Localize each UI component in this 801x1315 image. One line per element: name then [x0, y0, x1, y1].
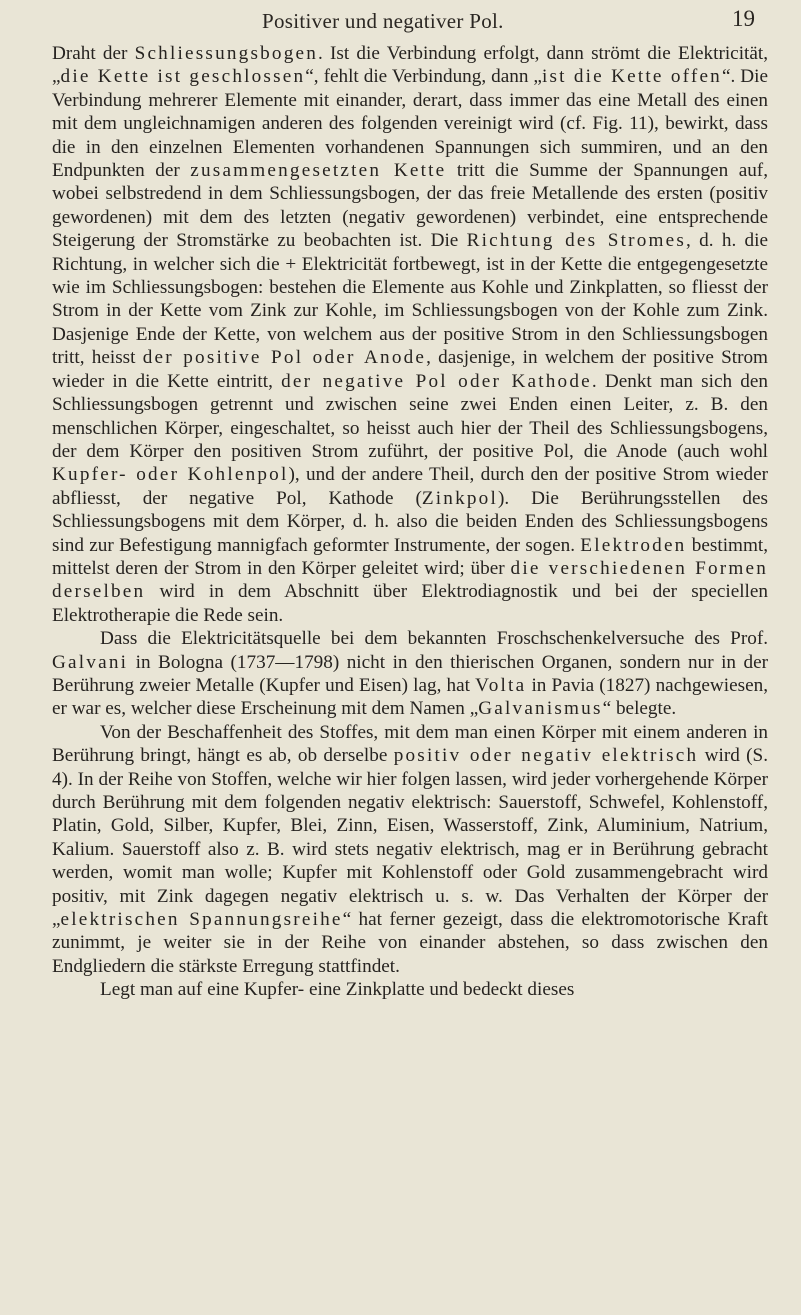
- emphasized-text: Schliessungsbogen: [134, 43, 319, 64]
- text-run: Draht der: [52, 43, 135, 64]
- running-head: Positiver und negativer Pol.: [262, 9, 504, 33]
- text-run: wird in dem Abschnitt über Elektrodiagnostik und bei der speciellen Elektrotherapie die Rede sein.: [52, 581, 768, 626]
- emphasized-text: Zinkpol: [421, 487, 499, 509]
- text-run: . Denkt man sich den Schliessungsbogen getrennt und zwischen seine zwei Enden einen Leiter, z. B. den menschlichen Körper, eingeschaltet, so heisst auch hier der Theil des Schliessungsbogens, der dem Körper den positiven Strom zuführt, der positive Pol, die Anode (auch wohl: [52, 370, 768, 462]
- emphasized-text: die verschiedenen Formen derselben: [52, 557, 768, 603]
- paragraph: [52, 721, 768, 978]
- paragraph: [52, 42, 768, 627]
- text-run: Von der Beschaffenheit des Stoffes, mit dem man einen Körper mit einem anderen in Berührung bringt, hängt es ab, ob derselbe: [52, 721, 768, 767]
- text-run: “, fehlt die Verbindung, dann „: [305, 66, 542, 88]
- emphasized-text: Galvanismus: [478, 698, 603, 720]
- text-run: tritt die Summe der Spannungen auf, wobei selbstredend in dem Schliessungsbogen, der das freie Metallende des ersten (positiv gewordenen) mit dem des letzten (negativ gewordenen) verbindet, eine entsprechende Steigerung der Stromstärke zu beobachten ist. Die: [52, 160, 768, 252]
- text-run: bestimmt, mittelst deren der Strom in den Körper geleitet wird; über: [52, 534, 768, 579]
- text-run: in Bologna (1737—1798) nicht in den thierischen Organen, sondern nur in der Berührung zweier Metalle (Kupfer und Eisen) lag, hat: [52, 651, 768, 696]
- page-number: 19: [732, 6, 755, 31]
- emphasized-text: Richtung des Stromes: [466, 230, 687, 252]
- text-run: . Ist die Verbindung erfolgt, dann strömt die Elektricität, „: [52, 43, 769, 88]
- body-text: [52, 42, 768, 1002]
- text-run: “ hat ferner gezeigt, dass die elektromotorische Kraft zunimmt, je weiter sie in der Reihe von einander abstehen, so dass zwischen den Endgliedern die stärkste Erregung stattfindet.: [52, 909, 768, 977]
- emphasized-text: die Kette ist geschlossen: [60, 66, 306, 88]
- page-header: [0, 3, 801, 37]
- text-run: wird (S. 4). In der Reihe von Stoffen, welche wir hier folgen lassen, wird jeder vorhergehende Körper durch Berührung mit dem folgenden negativ elektrisch: Sauerstoff, Schwefel, Kohlenstoff, Platin, Gold, Silber, Kupfer, Blei, Zinn, Eisen, Wasserstoff, Zink, Aluminium, Natrium, Kalium. Sauerstoff also z. B. wird stets negativ elektrisch, mag er in Berührung gebracht werden, womit man wolle; Kupfer mit Kohlenstoff oder Gold zusammengebracht wird positiv, mit Zink dagegen negativ elektrisch u. s. w. Das Verhalten der Körper der „: [52, 745, 768, 931]
- text-run: Legt man auf eine Kupfer- eine Zinkplatte und bedeckt dieses: [100, 979, 575, 1001]
- emphasized-text: elektrischen Spannungsreihe: [60, 909, 343, 931]
- text-run: “. Die Verbindung mehrerer Elemente mit einander, derart, dass immer das eine Metall des einen mit dem ungleichnamigen anderen des folgenden vereinigt wird (cf. Fig. 11), bewirkt, dass die in den einzelnen Elementen vorhandenen Spannungen sich summiren, und an den Endpunkten der: [52, 66, 768, 182]
- emphasized-text: Kupfer- oder Kohlenpol: [52, 464, 289, 486]
- paragraph: [52, 627, 768, 721]
- text-run: ). Die Berührungsstellen des Schliessungsbogens mit dem Körper, d. h. also die beiden Enden des Schliessungsbogens sind zur Befestigung mannigfach geformter Instrumente, der sogen.: [52, 487, 768, 556]
- emphasized-text: zusammengesetzten Kette: [190, 160, 447, 182]
- text-run: in Pavia (1827) nachgewiesen, er war es, welcher diese Erscheinung mit dem Namen „: [52, 674, 769, 720]
- emphasized-text: ist die Kette offen: [541, 66, 722, 88]
- text-run: , d. h. die Richtung, in welcher sich die + Elektricität fortbewegt, ist in der Kette die entgegengesetzte wie im Schliessungsbogen: bestehen die Elemente aus Kohle und Zinkplatten, so fliesst der Strom in der Kette vom Zink zur Kohle, im Schliessungsbogen von der Kohle zum Zink. Dasjenige Ende der Kette, von welchem aus der positive Strom in den Schliessungsbogen tritt, heisst: [52, 230, 768, 369]
- text-run: ), und der andere Theil, durch den der positive Strom wieder abfliesst, der negative Pol, Kathode (: [52, 464, 768, 509]
- emphasized-text: der positive Pol oder Anode: [142, 347, 427, 369]
- text-run: Dass die Elektricitätsquelle bei dem bekannten Froschschenkelversuche des Prof.: [100, 628, 768, 650]
- emphasized-text: Elektroden: [580, 534, 687, 556]
- emphasized-text: der negative Pol oder Kathode: [281, 370, 592, 392]
- paragraph: [52, 978, 768, 1001]
- text-run: “ belegte.: [602, 698, 677, 720]
- emphasized-text: positiv oder negativ elektrisch: [393, 745, 699, 767]
- emphasized-text: Volta: [475, 674, 527, 696]
- text-run: , dasjenige, in welchem der positive Strom wieder in die Kette eintritt,: [52, 347, 768, 392]
- emphasized-text: Galvani: [52, 651, 129, 673]
